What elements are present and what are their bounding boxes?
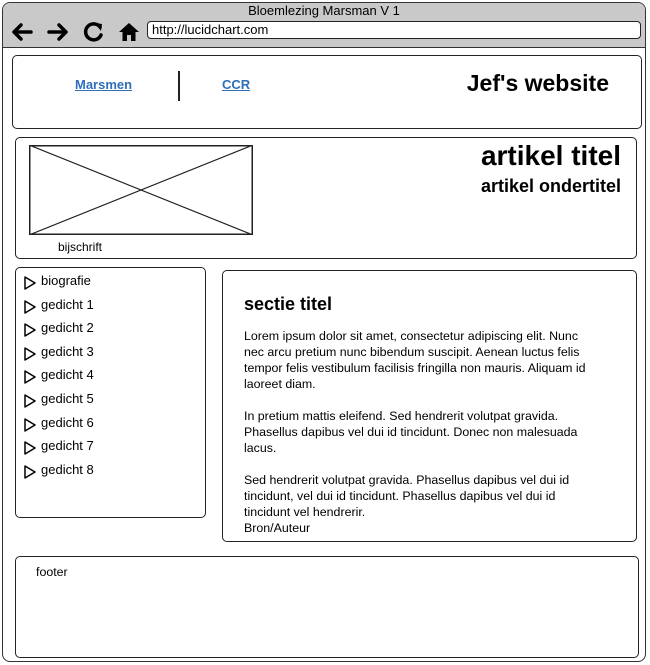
sidebar-item-label: gedicht 8: [41, 461, 94, 477]
paragraph: In pretium mattis eleifend. Sed hendrerit volutpat gravida. Phasellus dapibus vel dui id tincidunt. Donec non malesuada lacus.: [244, 409, 578, 455]
triangle-right-icon: [24, 394, 36, 408]
home-icon[interactable]: [116, 21, 142, 43]
nav-link-ccr[interactable]: CCR: [222, 77, 251, 92]
address-bar[interactable]: http://lucidchart.com: [147, 21, 641, 39]
triangle-right-icon: [24, 276, 36, 290]
sidebar-item-label: gedicht 6: [41, 414, 94, 430]
triangle-right-icon: [24, 441, 36, 455]
source-author: Bron/Auteur: [244, 521, 311, 535]
sidebar-item-label: gedicht 5: [41, 391, 94, 406]
article-title: artikel titel: [480, 140, 621, 171]
sidebar-item-label: gedicht 1: [41, 296, 94, 312]
paragraph: Sed hendrerit volutpat gravida. Phasellus dapibus vel dui id tincidunt, vel dui id tincidunt. Phasellus dapibus vel dui id tincidunt vel hendrerir.: [244, 473, 570, 519]
triangle-right-icon: [24, 300, 36, 314]
triangle-right-icon: [24, 418, 36, 432]
nav-link-marsmen[interactable]: Marsmen: [75, 77, 133, 92]
article-subtitle: artikel ondertitel: [480, 176, 621, 196]
triangle-right-icon: [24, 465, 36, 479]
reload-icon[interactable]: [81, 21, 107, 43]
sidebar-item-label: gedicht 7: [41, 438, 94, 454]
footer-box: [15, 556, 639, 658]
footer-text: footer: [36, 565, 68, 579]
header-divider: [178, 71, 180, 101]
sidebar-item-label: gedicht 4: [41, 367, 94, 383]
back-arrow-icon[interactable]: [9, 21, 35, 43]
image-placeholder: [29, 145, 253, 235]
sidebar-item-label: biografie: [41, 273, 91, 288]
sidebar-item-label: gedicht 2: [41, 320, 94, 336]
sidebar-item-label: gedicht 3: [41, 343, 94, 359]
triangle-right-icon: [24, 323, 36, 337]
image-caption: bijschrift: [58, 240, 103, 254]
section-title: sectie titel: [244, 294, 333, 314]
site-title: Jef's website: [466, 70, 609, 96]
triangle-right-icon: [24, 370, 36, 384]
forward-arrow-icon[interactable]: [45, 21, 71, 43]
paragraph: Lorem ipsum dolor sit amet, consectetur adipiscing elit. Nunc nec arcu pretium nunc bibendum suscipit. Aenean luctus felis tempor felis vestibulum facilisis fringilla non mauris. Aliquam id laoreet diam.: [244, 329, 586, 391]
browser-toolbar: [3, 3, 645, 48]
window-title: Bloemlezing Marsman V 1: [248, 3, 400, 18]
wireframe-frame: [2, 2, 646, 662]
triangle-right-icon: [24, 347, 36, 361]
